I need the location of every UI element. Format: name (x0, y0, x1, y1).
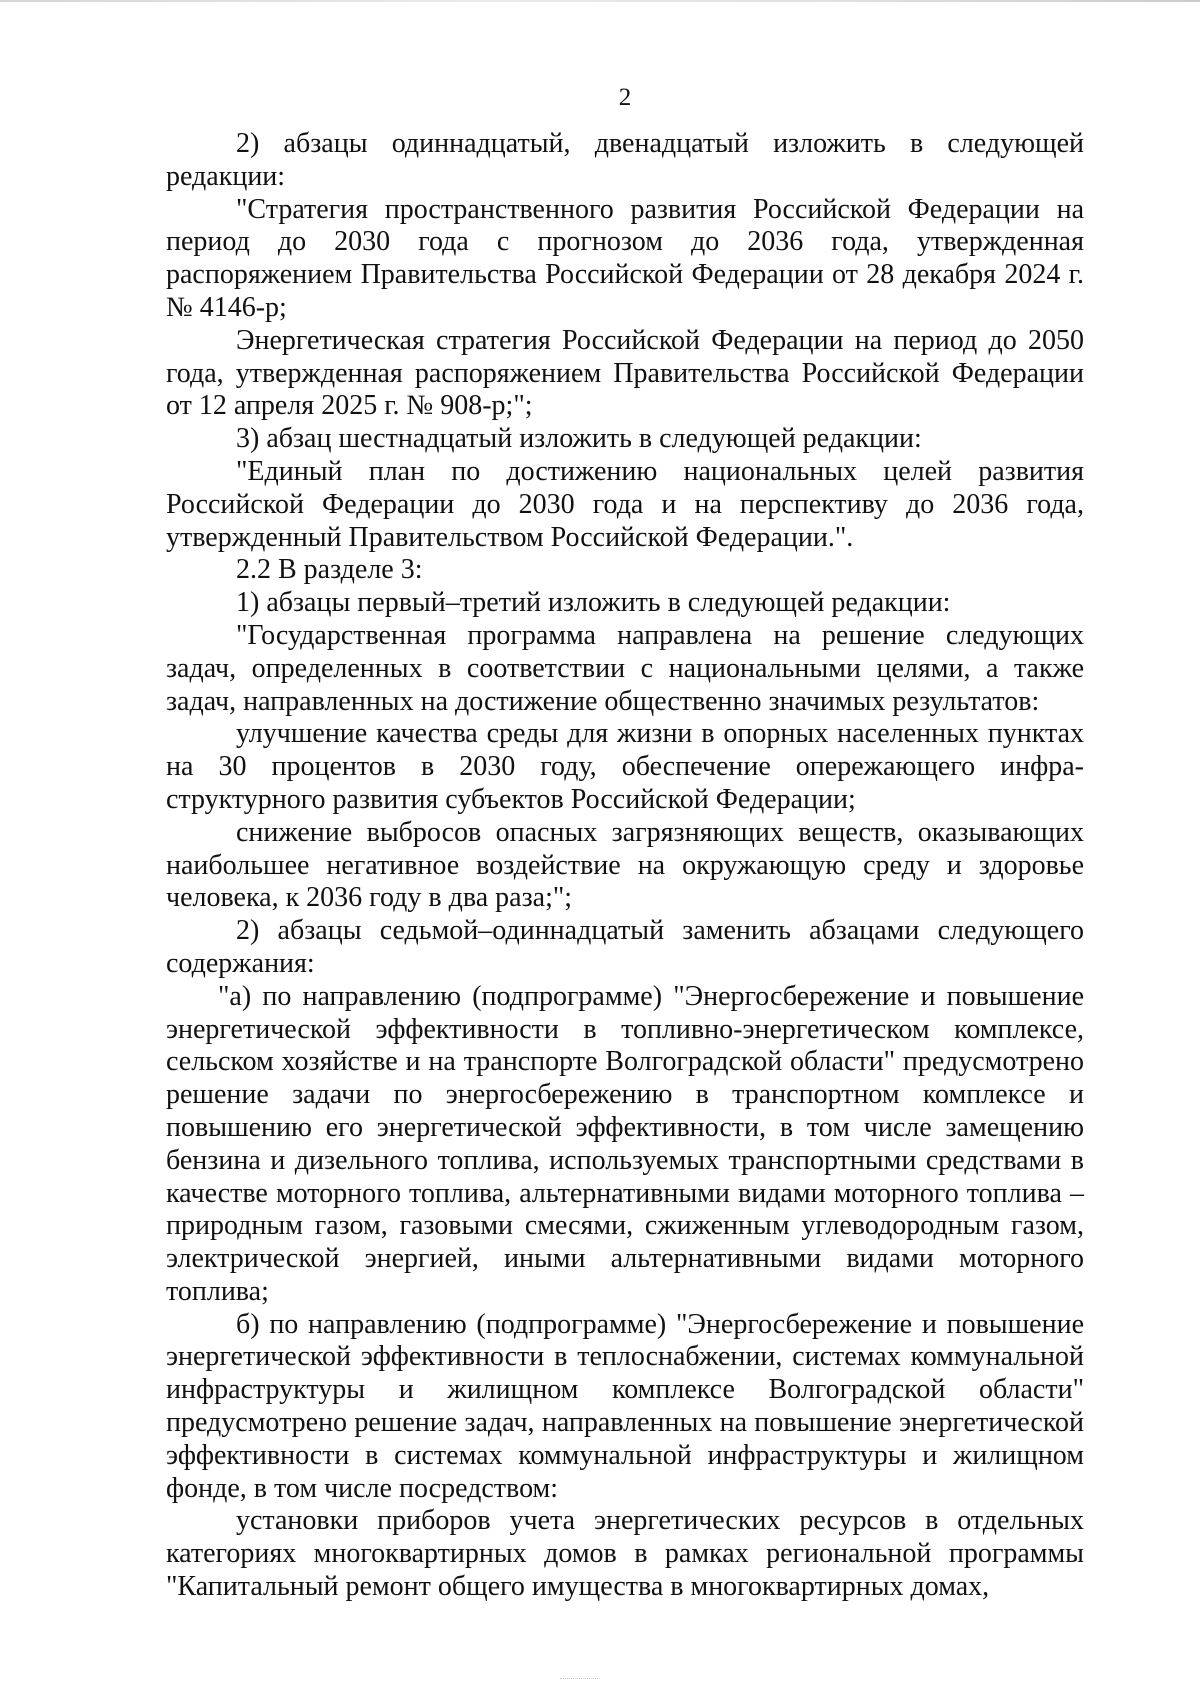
paragraph-subprogram-b: б) по направлению (подпрограмме) "Энергосбережение и повышение энергетической эффективности в теплоснабжении, системах коммунальной инфраструктуры и жилищном комплексе Волгоградской области" предусмотрено решение задач, направленных на повышение энергетической эффективности в системах коммунальной инфраструктуры и жилищном фонде, в том числе посредством: (166, 1308, 1084, 1504)
paragraph-emissions: снижение выбросов опасных загрязняющих веществ, оказывающих наибольшее негативное воздействие на окружающую среду и здоровье человека, к 2036 году в два раза;"; (166, 816, 1084, 914)
paragraph-unified-plan: "Единый план по достижению национальных целей развития Российской Федерации до 2030 года и на перспективу до 2036 года, утвержденный Правительством Российской Федерации.". (166, 455, 1084, 553)
paragraph-item-1-heading: 1) абзацы первый–третий изложить в следующей редакции: (236, 587, 951, 619)
paragraph-item-2-heading: 2) абзацы одиннадцатый, двенадцатый изложить в следующей редакции: (166, 128, 1084, 192)
scan-edge (0, 0, 1200, 2)
section-heading-2-2: 2.2 В разделе 3: (236, 554, 423, 586)
paragraph-subprogram-a: "а) по направлению (подпрограмме) "Энергосбережение и повышение энергетической эффективности в топливно-энергетическом комплексе, сельском хозяйстве и на транспорте Волгоградской области" предусмотрено решение задачи по энергосбережению в транспортном комплексе и повышению его энергетической эффективности, в том числе замещению бензина и дизельного топлива, используемых транспортными средствами в качестве моторного топлива, альтернативными видами моторного топлива – природным газом, газовыми смесями, сжиженным углеводородным газом, электрической энергией, иными альтернативными видами моторного топлива; (166, 980, 1084, 1307)
paragraph-strategy-spatial: "Стратегия пространственного развития Российской Федерации на период до 2030 года с прогнозом до 2036 года, утвержденная распоряжением Правительства Российской Федерации от 28 декабря 2024 г. № 4146-р; (166, 193, 1084, 323)
scan-artifact (560, 1678, 600, 1682)
paragraph-program-goals: "Государственная программа направлена на решение следующих задач, определенных в соответствии с национальными целями, а также задач, направленных на достижение общественно значимых результатов: (166, 619, 1084, 717)
paragraph-energy-strategy: Энергетическая стратегия Российской Федерации на период до 2050 года, утвержденная распоряжением Правительства Российской Федерации от 12 апреля 2025 г. № 908-р;"; (166, 324, 1084, 422)
page-number: 2 (618, 84, 632, 111)
paragraph-item-2b-heading: 2) абзацы седьмой–одиннадцатый заменить абзацами следующего содержания: (166, 915, 1084, 979)
document-body (166, 128, 1084, 1604)
paragraph-metering: установки приборов учета энергетических ресурсов в отдельных категориях многоквартирных домов в рамках региональной программы "Капитальный ремонт общего имущества в многоквартирных домах, (166, 1505, 1084, 1603)
paragraph-environment-quality: улучшение качества среды для жизни в опорных населенных пунктах на 30 процентов в 2030 году, обеспечение опережающего инфра-структурного развития субъектов Российской Федерации; (166, 718, 1084, 815)
paragraph-item-3-heading: 3) абзац шестнадцатый изложить в следующей редакции: (236, 423, 922, 455)
